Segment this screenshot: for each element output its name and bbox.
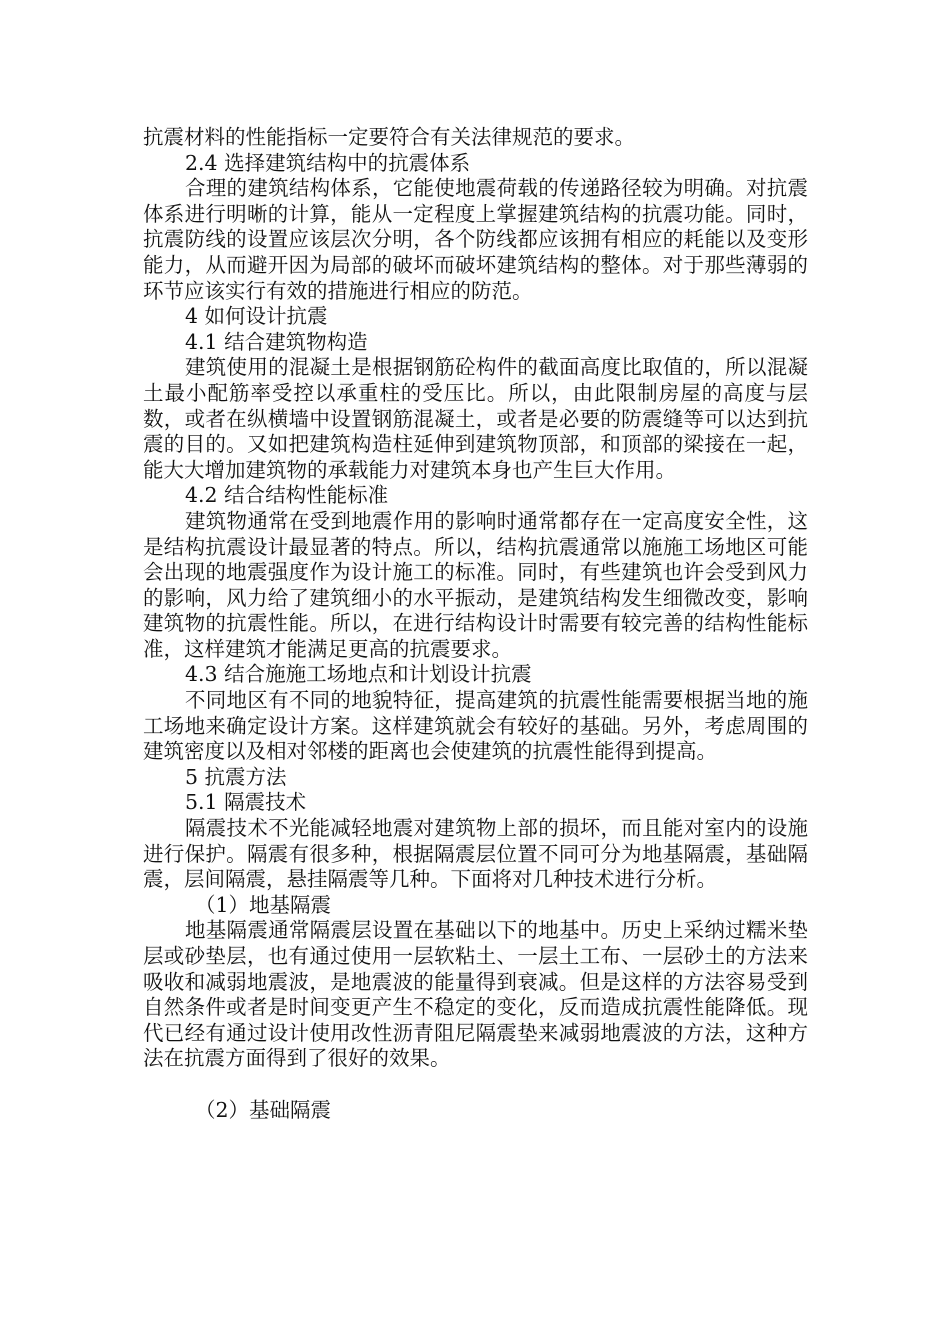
paragraph-performance-standard: 建筑物通常在受到地震作用的影响时通常都存在一定高度安全性，这是结构抗震设计最显著的特点。所以，结构抗震通常以施施工场地区可能会出现的地震强度作为设计施工的标准。同时，有些建筑也许会受到风力的影响，风力给了建筑细小的水平振动，是建筑结构发生细微改变，影响建筑物的抗震性能。所以，在进行结构设计时需要有较完善的结构性能标准，这样建筑才能满足更高的抗震要求。 bbox=[143, 508, 808, 661]
section-heading-2-4: 2.4 选择建筑结构中的抗震体系 bbox=[185, 150, 471, 175]
paragraph-continuation: 抗震材料的性能指标一定要符合有关法律规范的要求。 bbox=[143, 125, 635, 149]
paragraph-foundation-soil-isolation: 地基隔震通常隔震层设置在基础以下的地基中。历史上采纳过糯米垫层或砂垫层，也有通过使用一层软粘土、一层土工布、一层砂土的方法来吸收和减弱地震波，是地震波的能量得到衰减。但是这样的方法容易受到自然条件或者是时间变更产生不稳定的变化，反而造成抗震性能降低。现代已经有通过设计使用改性沥青阻尼隔震垫来减弱地震波的方法，这种方法在抗震方面得到了很好的效果。 bbox=[143, 918, 808, 1071]
section-heading-4-1: 4.1 结合建筑物构造 bbox=[185, 329, 368, 354]
paragraph-building-structure: 建筑使用的混凝土是根据钢筋砼构件的截面高度比取值的，所以混凝土最小配筋率受控以承重柱的受压比。所以，由此限制房屋的高度与层数，或者在纵横墙中设置钢筋混凝土，或者是必要的防震缝等可以达到抗震的目的。又如把建筑构造柱延伸到建筑物顶部，和顶部的梁接在一起，能大大增加建筑物的承载能力对建筑本身也产生巨大作用。 bbox=[143, 355, 808, 482]
section-heading-4-3: 4.3 结合施施工场地点和计划设计抗震 bbox=[185, 662, 532, 687]
section-heading-5: 5 抗震方法 bbox=[185, 764, 287, 789]
section-heading-5-1: 5.1 隔震技术 bbox=[185, 790, 307, 815]
paragraph-site-planning: 不同地区有不同的地貌特征，提高建筑的抗震性能需要根据当地的施工场地来确定设计方案。这样建筑就会有较好的基础。另外，考虑周围的建筑密度以及相对邻楼的距离也会使建筑的抗震性能得到提高。 bbox=[143, 688, 808, 764]
subheading-foundation-soil-isolation: （1）地基隔震 bbox=[195, 892, 332, 917]
subheading-base-isolation: （2）基础隔震 bbox=[195, 1097, 332, 1122]
paragraph-isolation-technique: 隔震技术不光能减轻地震对建筑物上部的损坏，而且能对室内的设施进行保护。隔震有很多种，根据隔震层位置不同可分为地基隔震，基础隔震，层间隔震，悬挂隔震等几种。下面将对几种技术进行分析。 bbox=[143, 816, 808, 892]
paragraph-seismic-system: 合理的建筑结构体系，它能使地震荷载的传递路径较为明确。对抗震体系进行明晰的计算，能从一定程度上掌握建筑结构的抗震功能。同时，抗震防线的设置应该层次分明，各个防线都应该拥有相应的耗能以及变形能力，从而避开因为局部的破坏而破坏建筑结构的整体。对于那些薄弱的环节应该实行有效的措施进行相应的防范。 bbox=[143, 176, 808, 303]
section-heading-4: 4 如何设计抗震 bbox=[185, 304, 328, 329]
document-body bbox=[143, 125, 808, 1124]
section-heading-4-2: 4.2 结合结构性能标准 bbox=[185, 483, 389, 508]
